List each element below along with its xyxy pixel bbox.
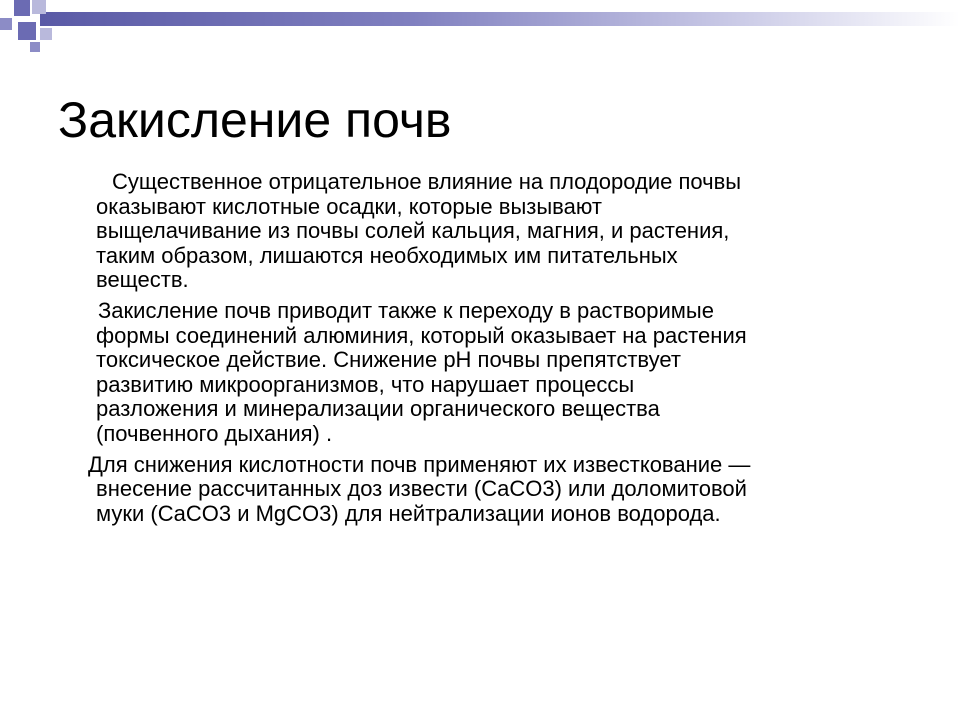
paragraph-2 bbox=[96, 299, 906, 447]
paragraph-line: внесение рассчитанных доз извести (CaCO3) или доломитовой bbox=[96, 476, 747, 502]
decor-square bbox=[40, 28, 52, 40]
paragraph-line: Закисление почв приводит также к переходу в растворимые bbox=[98, 297, 714, 323]
slide-title: Закисление почв bbox=[58, 92, 452, 148]
paragraph-line: (почвенного дыхания) . bbox=[96, 420, 333, 446]
paragraph-line: формы соединений алюминия, который оказывает на растения bbox=[96, 322, 747, 348]
decor-square bbox=[32, 0, 46, 14]
slide-body bbox=[88, 169, 906, 532]
paragraph-line: Существенное отрицательное влияние на плодородие почвы bbox=[112, 169, 742, 194]
paragraph-1 bbox=[96, 170, 906, 293]
paragraph-line: разложения и минерализации органического вещества bbox=[96, 396, 660, 422]
decor-square bbox=[18, 22, 36, 40]
paragraph-line: токсическое действие. Снижение pH почвы препятствует bbox=[96, 347, 681, 373]
paragraph-line: оказывают кислотные осадки, которые вызывают bbox=[96, 193, 602, 219]
paragraph-3 bbox=[88, 453, 906, 527]
paragraph-line: развитию микроорганизмов, что нарушает процессы bbox=[96, 371, 635, 397]
paragraph-line: веществ. bbox=[96, 267, 189, 293]
decor-square bbox=[30, 42, 40, 52]
decor-square bbox=[14, 0, 30, 16]
paragraph-line: муки (CaCO3 и MgCO3) для нейтрализации ионов водорода. bbox=[96, 500, 721, 526]
paragraph-line: Для снижения кислотности почв применяют их известкование — bbox=[88, 451, 751, 477]
decor-square bbox=[0, 18, 12, 30]
paragraph-line: таким образом, лишаются необходимых им питательных bbox=[96, 242, 678, 268]
paragraph-line: выщелачивание из почвы солей кальция, магния, и растения, bbox=[96, 218, 730, 244]
header-band-decoration bbox=[40, 12, 960, 26]
